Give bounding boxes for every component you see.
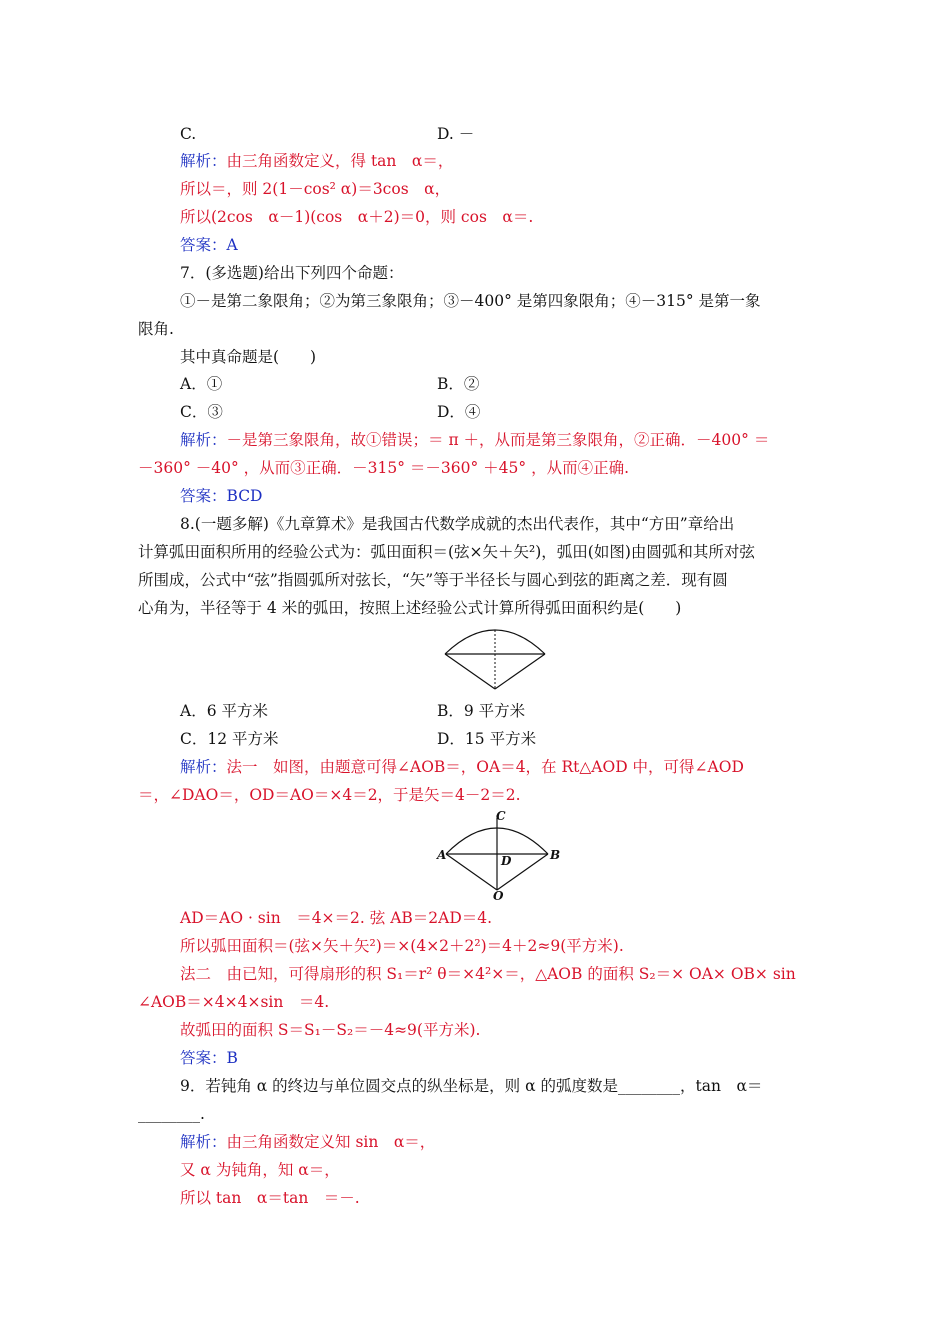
q8-stem-1: 8.(一题多解)《九章算术》是我国古代数学成就的杰出代表作，其中“方田”章给出 bbox=[180, 515, 735, 533]
q7-propositions-2: 限角. bbox=[138, 320, 174, 338]
q7-answer-value: BCD bbox=[226, 487, 263, 505]
solution-label: 解析： bbox=[180, 758, 227, 776]
answer-label: 答案： bbox=[180, 487, 227, 505]
q8-answer bbox=[180, 1048, 238, 1068]
q7-option-c: C．③ bbox=[180, 403, 223, 421]
q8-solution-line-1 bbox=[180, 757, 744, 777]
solution-label: 解析： bbox=[180, 431, 227, 449]
figure-point-c: C bbox=[496, 809, 506, 823]
q8-solution-line-3: AD＝AO · sin ＝4×＝2. 弦 AB＝2AD＝4. bbox=[180, 909, 493, 927]
q8-option-b: B．9 平方米 bbox=[437, 702, 526, 720]
q8-solution-line-6: ∠AOB＝×4×4×sin ＝4. bbox=[138, 993, 330, 1011]
q6-answer bbox=[180, 235, 238, 255]
q6-option-d: D. － bbox=[437, 125, 475, 143]
figure-point-b: B bbox=[550, 848, 561, 862]
q8-option-c: C．12 平方米 bbox=[180, 730, 279, 748]
q9-solution-line-1 bbox=[180, 1132, 435, 1152]
solution-label: 解析： bbox=[180, 152, 227, 170]
q9-stem-2: ________. bbox=[138, 1105, 205, 1123]
answer-label: 答案： bbox=[180, 1049, 227, 1067]
arc-field-figure bbox=[440, 625, 550, 695]
q7-solution-line-2: －360° －40° ，从而③正确．－315° ＝－360° ＋45° ，从而④正确. bbox=[138, 459, 630, 477]
q9-sol1-text: 由三角函数定义知 sin α＝， bbox=[226, 1133, 436, 1151]
q6-sol1-text: 由三角函数定义，得 tan α＝， bbox=[226, 152, 454, 170]
q7-propositions-1: ①－是第二象限角；②为第三象限角；③－400° 是第四象限角；④－315° 是第一象 bbox=[180, 292, 761, 310]
q8-solution-line-4: 所以弧田面积＝(弦×矢＋矢²)＝×(4×2＋2²)＝4＋2≈9(平方米). bbox=[180, 937, 624, 955]
q8-stem-3: 所围成，公式中“弦”指圆弧所对弦长，“矢”等于半径长与圆心到弦的距离之差．现有圆 bbox=[138, 571, 728, 589]
q8-stem-2: 计算弧田面积所用的经验公式为：弧田面积＝(弦×矢＋矢²)，弧田(如图)由圆弧和其所对弦 bbox=[138, 543, 755, 561]
figure-point-d: D bbox=[501, 854, 512, 868]
q6-solution-line-2: 所以＝，则 2(1－cos² α)＝3cos α， bbox=[180, 180, 451, 198]
q8-stem-4: 心角为，半径等于 4 米的弧田，按照上述经验公式计算所得弧田面积约是( ) bbox=[138, 599, 682, 617]
q9-solution-line-3: 所以 tan α＝tan ＝－. bbox=[180, 1189, 360, 1207]
q8-solution-line-7: 故弧田的面积 S＝S₁－S₂＝－4≈9(平方米). bbox=[180, 1021, 481, 1039]
q7-solution-line-1 bbox=[180, 430, 769, 450]
q8-option-d: D．15 平方米 bbox=[437, 730, 537, 748]
q7-option-a: A．① bbox=[180, 375, 223, 393]
q7-option-d: D．④ bbox=[437, 403, 481, 421]
q8-option-a: A．6 平方米 bbox=[180, 702, 268, 720]
q6-option-c: C. bbox=[180, 125, 197, 143]
q8-sol1-text: 法一 如图，由题意可得∠AOB＝，OA＝4，在 Rt△AOD 中，可得∠AOD bbox=[226, 758, 744, 776]
q9-solution-line-2: 又 α 为钝角，知 α＝， bbox=[180, 1161, 340, 1179]
q6-solution-line-1 bbox=[180, 151, 453, 171]
figure-point-o: O bbox=[493, 889, 504, 903]
q6-solution-line-3: 所以(2cos α－1)(cos α＋2)＝0，则 cos α＝. bbox=[180, 208, 534, 226]
q7-ask: 其中真命题是( ) bbox=[180, 348, 317, 366]
q8-answer-value: B bbox=[226, 1049, 238, 1067]
q8-solution-line-5: 法二 由已知，可得扇形的积 S₁＝r² θ＝×4²×＝，△AOB 的面积 S₂＝× OA× OB× sin bbox=[180, 965, 796, 983]
answer-label: 答案： bbox=[180, 236, 227, 254]
solution-label: 解析： bbox=[180, 1133, 227, 1151]
q6-answer-value: A bbox=[226, 236, 238, 254]
q8-solution-line-2: ＝，∠DAO＝，OD＝AO＝×4＝2，于是矢＝4－2＝2. bbox=[138, 786, 521, 804]
q7-option-b: B．② bbox=[437, 375, 480, 393]
q9-stem-1: 9．若钝角 α 的终边与单位圆交点的纵坐标是，则 α 的弧度数是________，tan α＝ bbox=[180, 1077, 763, 1095]
q7-answer bbox=[180, 486, 262, 506]
figure-point-a: A bbox=[437, 848, 447, 862]
q7-sol1-text: －是第三象限角，故①错误；＝ π ＋，从而是第三象限角，②正确．－400° ＝ bbox=[226, 431, 770, 449]
q7-stem: 7．(多选题)给出下列四个命题： bbox=[180, 264, 404, 282]
